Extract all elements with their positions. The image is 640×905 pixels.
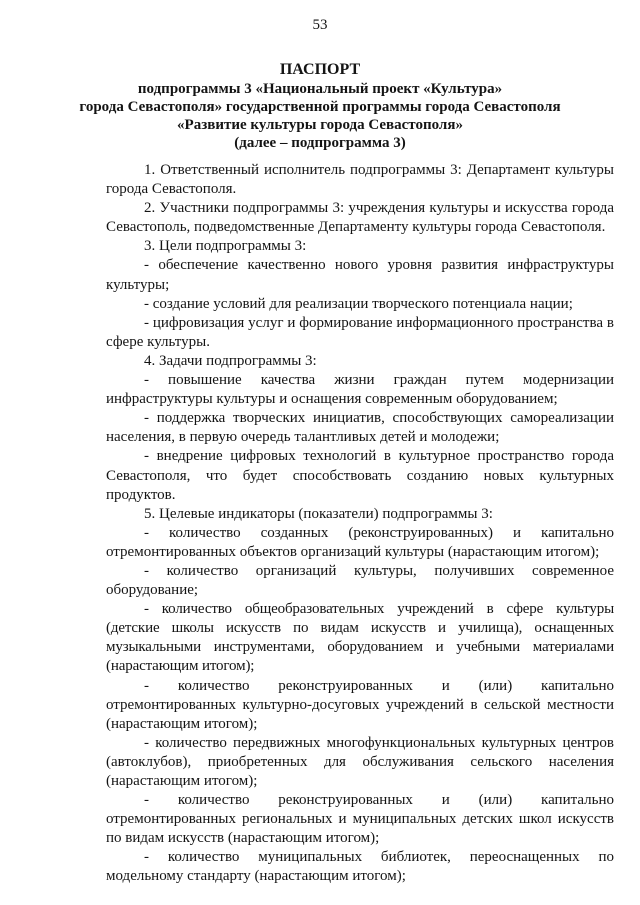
paragraph-tasks-heading: 4. Задачи подпрограммы 3: bbox=[144, 352, 317, 369]
paragraph-indicators-heading: 5. Целевые индикаторы (показатели) подпрограммы 3: bbox=[144, 505, 493, 522]
task-item: - повышение качества жизни граждан путем модернизации инфраструктуры культуры и оснащения современным оборудованием; bbox=[106, 372, 614, 408]
title-line-1: подпрограммы 3 «Национальный проект «Культура» bbox=[137, 81, 503, 97]
task-item: - поддержка творческих инициатив, способствующих самореализации населения, в первую очередь талантливых детей и молодежи; bbox=[106, 410, 614, 446]
title-line-3: «Развитие культуры города Севастополя» bbox=[177, 117, 463, 133]
goal-item: - создание условий для реализации творческого потенциала нации; bbox=[144, 295, 573, 312]
document-body bbox=[106, 161, 614, 887]
passport-title bbox=[60, 61, 580, 152]
title-line-4: (далее – подпрограмма 3) bbox=[234, 135, 406, 151]
paragraph-responsible-executor: 1. Ответственный исполнитель подпрограммы 3: Департамент культуры города Севастополя. bbox=[106, 162, 614, 198]
indicator-item: - количество муниципальных библиотек, переоснащенных по модельному стандарту (нарастающим итогом); bbox=[106, 849, 614, 885]
indicator-item: - количество организаций культуры, получивших современное оборудование; bbox=[106, 562, 614, 599]
task-item: - внедрение цифровых технологий в культурное пространство города Севастополя, что будет способствовать созданию новых культурных продуктов. bbox=[106, 448, 614, 503]
page-number: 53 bbox=[312, 17, 328, 33]
goal-item: - цифровизация услуг и формирование информационного пространства в сфере культуры. bbox=[106, 314, 614, 350]
indicator-item: - количество реконструированных и (или) капитально отремонтированных региональных и муниципальных детских школ искусств по видам искусств (нарастающим итогом); bbox=[106, 792, 614, 847]
paragraph-participants: 2. Участники подпрограммы 3: учреждения культуры и искусства города Севастополь, подведомственные Департаменту культуры города Севастополя. bbox=[106, 200, 614, 236]
goal-item: - обеспечение качественно нового уровня развития инфраструктуры культуры; bbox=[106, 257, 614, 293]
indicator-item: - количество общеобразовательных учреждений в сфере культуры (детские школы искусств по видам искусств и училища), оснащенных музыкальными инструментами, оборудованием и учебными материалами (нарастающим итогом); bbox=[106, 601, 614, 675]
title-line-2: города Севастополя» государственной программы города Севастополя bbox=[79, 99, 561, 115]
paragraph-goals-heading: 3. Цели подпрограммы 3: bbox=[144, 238, 307, 255]
indicator-item: - количество передвижных многофункциональных культурных центров (автоклубов), приобретенных для обслуживания сельского населения (нарастающим итогом); bbox=[106, 734, 614, 789]
indicator-item: - количество реконструированных и (или) капитально отремонтированных культурно-досуговых учреждений в сельской местности (нарастающим итогом); bbox=[106, 677, 614, 732]
title-heading: ПАСПОРТ bbox=[279, 61, 361, 78]
indicator-item: - количество созданных (реконструированных) и капитально отремонтированных объектов организаций культуры (нарастающим итогом); bbox=[106, 524, 614, 560]
